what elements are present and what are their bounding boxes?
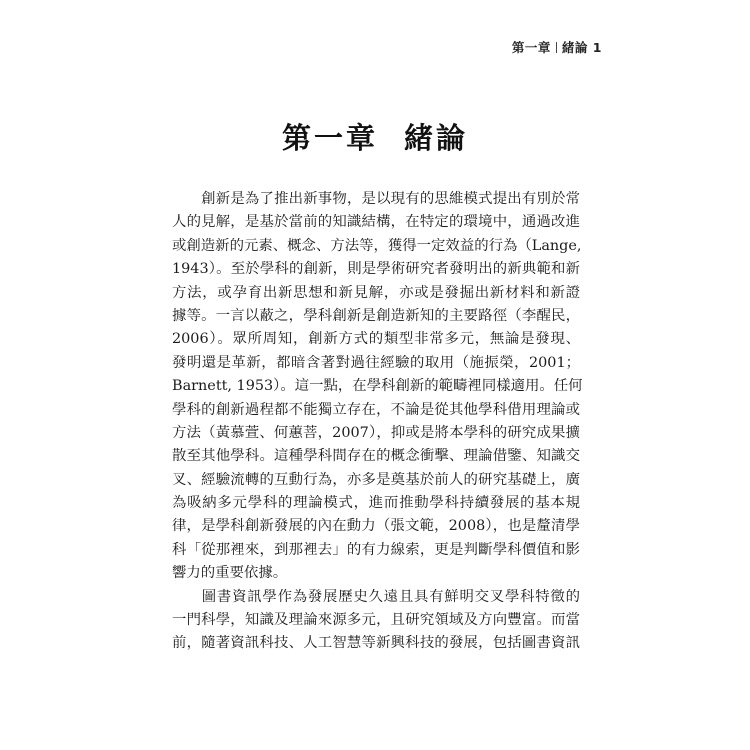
running-header <box>512 38 602 56</box>
chapter-title-text: 緒論 <box>404 121 469 155</box>
chapter-title-number: 第一章 <box>281 121 378 155</box>
text-line <box>172 586 580 609</box>
text-line-content: 創新是為了推出新事物，是以現有的思維模式提出有別於常 <box>201 191 580 207</box>
text-line: 一門科學，知識及理論來源多元，且研究領域及方向豐富。而當 <box>172 612 580 629</box>
text-line-content: 圖書資訊學作為發展歷史久遠且具有鮮明交叉學科特徵的 <box>201 588 580 605</box>
paragraph-2 <box>172 586 580 656</box>
text-line: 發明還是革新，都暗含著對過往經驗的取用（施振榮，2001； <box>172 354 580 371</box>
text-line: 叉、經驗流轉的互動行為，亦多是奠基於前人的研究基礎上，廣 <box>172 471 580 488</box>
text-line: 或創造新的元素、概念、方法等，獲得一定效益的行為（Lange, <box>172 237 582 254</box>
text-line: 律，是學科創新發展的內在動力（張文範，2008），也是釐清學 <box>172 518 580 535</box>
header-separator <box>556 42 557 53</box>
chapter-title <box>0 116 750 157</box>
text-line: 為吸納多元學科的理論模式，進而推動學科持續發展的基本規 <box>172 495 580 512</box>
text-line: 1943）。至於學科的創新，則是學術研究者發明出的新典範和新 <box>172 261 580 278</box>
paragraph-1 <box>172 188 583 586</box>
text-line: 方法，或孕育出新思想和新見解，亦或是發掘出新材料和新證 <box>172 284 580 301</box>
text-line: 科「從那裡來，到那裡去」的有力線索，更是判斷學科價值和影 <box>172 541 580 558</box>
text-line: Barnett, 1953）。這一點，在學科創新的範疇裡同樣適用。任何 <box>172 378 583 395</box>
text-line: 前，隨著資訊科技、人工智慧等新興科技的發展，包括圖書資訊 <box>172 635 580 652</box>
text-line <box>172 188 580 211</box>
text-line: 人的見解，是基於當前的知識結構，在特定的環境中，通過改進 <box>172 214 580 231</box>
text-line: 響力的重要依據。 <box>172 565 288 582</box>
text-line: 方法（黃慕萱、何蕙菩，2007），抑或是將本學科的研究成果擴 <box>172 424 580 441</box>
text-line: 散至其他學科。這種學科間存在的概念衝擊、理論借鑒、知識交 <box>172 448 580 465</box>
body-text <box>172 188 583 656</box>
header-chapter: 第一章 <box>511 40 551 55</box>
text-line: 2006）。眾所周知，創新方式的類型非常多元，無論是發現、 <box>172 331 580 348</box>
page-number: 1 <box>592 40 602 55</box>
text-line: 據等。一言以蔽之，學科創新是創造新知的主要路徑（李醒民， <box>172 307 580 324</box>
header-title: 緒論 <box>561 40 588 55</box>
text-line: 學科的創新過程都不能獨立存在，不論是從其他學科借用理論或 <box>172 401 580 418</box>
